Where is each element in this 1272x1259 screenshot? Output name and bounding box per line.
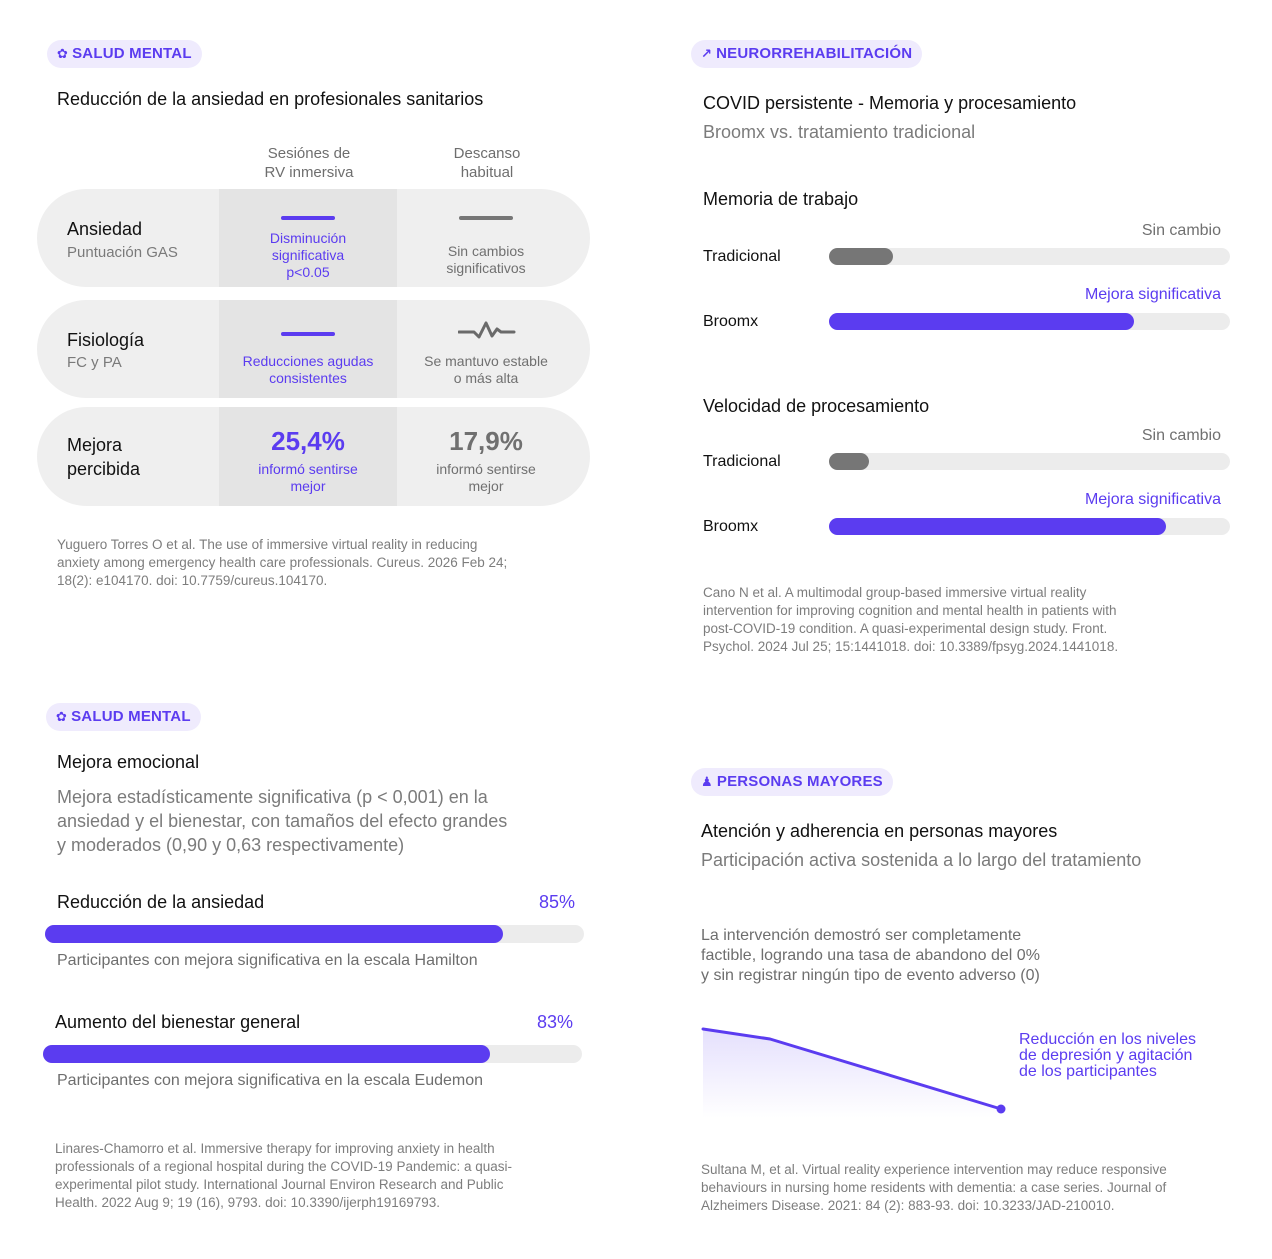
comparison-row-anxiety (37, 189, 590, 287)
vr-result: Disminución significativa p<0.05 (269, 230, 347, 280)
bar-label: Broomx (703, 313, 759, 330)
bar-track (829, 248, 1230, 265)
vr-result: informó sentirse mejor (258, 461, 358, 494)
bar-track (829, 313, 1230, 330)
rest-result: informó sentirse mejor (436, 461, 536, 494)
bar-fill (829, 313, 1134, 330)
category-tag: ✿ SALUD MENTAL (46, 703, 201, 731)
metric-label: Aumento del bienestar general (55, 1012, 301, 1032)
row-sublabel: FC y PA (67, 354, 122, 371)
bar-note: Sin cambio (1141, 427, 1221, 444)
rest-percentage: 17,9% (449, 426, 523, 456)
metric-bar-fill (45, 925, 503, 943)
panel-body: La intervención demostró ser completamente factible, logrando una tasa de abandono del 0% y sin registrar ningún tipo de evento adverso (0) (701, 927, 1040, 984)
metric-value: 83% (536, 1012, 573, 1032)
row-label: Mejora percibida (67, 435, 141, 479)
metric-bar-track (43, 1045, 582, 1063)
column-header-rest: Descanso habitual (453, 145, 521, 181)
trend-label: Reducción en los niveles de depresión y agitación de los participantes (1019, 1031, 1196, 1080)
metric-description: Participantes con mejora significativa en la escala Hamilton (57, 952, 478, 969)
bar-label: Tradicional (703, 453, 781, 470)
vr-result: Reducciones agudas consistentes (242, 353, 374, 386)
bar-track (829, 453, 1230, 470)
rest-result: Sin cambios significativos (446, 243, 526, 276)
decrease-dash-icon (281, 216, 335, 220)
bar-note: Sin cambio (1141, 222, 1221, 239)
no-change-dash-icon (459, 216, 513, 220)
panel-body: Mejora estadísticamente significativa (p < 0,001) en la ansiedad y el bienestar, con tamaños del efecto grandes y moderados (0,90 y 0,63 respectivamente) (57, 787, 508, 855)
panel-title: Atención y adherencia en personas mayores (701, 821, 1058, 841)
metric-description: Participantes con mejora significativa en la escala Eudemon (57, 1072, 484, 1089)
metric-bar-track (45, 925, 584, 943)
citation: Linares-Chamorro et al. Immersive therapy for improving anxiety in health professionals of a regional hospital during the COVID-19 Pandemic: a quasi- experimental pilot study. International Journal Environ Research and Public Health. 2022 Aug 9; 19 (16), 9793. doi: 10.3390/ijerph19169793. (55, 1141, 513, 1210)
row-label: Fisiología (67, 330, 145, 350)
metric-value: 85% (538, 892, 575, 912)
panel-subtitle: Broomx vs. tratamiento tradicional (703, 122, 976, 142)
row-sublabel: Puntuación GAS (67, 244, 178, 261)
bar-label: Broomx (703, 518, 759, 535)
people-icon: ♟ (701, 774, 713, 789)
bar-fill (829, 453, 869, 470)
column-header-vr: Sesiónes de RV inmersiva (264, 145, 354, 181)
bar-label: Tradicional (703, 248, 781, 265)
panel-title: COVID persistente - Memoria y procesamiento (703, 93, 1077, 113)
bar-fill (829, 518, 1166, 535)
panel-title: Mejora emocional (57, 752, 200, 772)
heartbeat-icon (458, 318, 516, 342)
brain-icon: ✿ (56, 709, 68, 724)
decline-trend-graphic (700, 1020, 1020, 1120)
metric-bar-fill (43, 1045, 490, 1063)
trend-icon: ↗ (701, 46, 713, 61)
category-tag: ✿ SALUD MENTAL (47, 40, 202, 68)
citation: Sultana M, et al. Virtual reality experience intervention may reduce responsive behaviours in nursing home residents with dementia: a case series. Journal of Alzheimers Disease. 2021: 84 (2): 883-93. doi: 10.3233/JAD-210010. (701, 1162, 1167, 1213)
brain-icon: ✿ (57, 46, 69, 61)
comparison-row-physiology (37, 300, 590, 398)
group-heading: Memoria de trabajo (703, 189, 859, 209)
category-tag: ↗ NEURORREHABILITACIÓN (691, 40, 922, 68)
citation: Yuguero Torres O et al. The use of immersive virtual reality in reducing anxiety among emergency health care professionals. Cureus. 2026 Feb 24; 18(2): e104170. doi: 10.7759/cureus.104170. (57, 537, 508, 588)
bar-fill (829, 248, 893, 265)
metric-label: Reducción de la ansiedad (57, 892, 265, 912)
rest-result: Se mantuvo estable o más alta (424, 353, 548, 386)
panel-title: Reducción de la ansiedad en profesionales sanitarios (57, 89, 484, 109)
group-heading: Velocidad de procesamiento (703, 396, 930, 416)
vr-percentage: 25,4% (271, 426, 345, 456)
bar-note: Mejora significativa (1084, 491, 1221, 508)
bar-note: Mejora significativa (1084, 286, 1221, 303)
panel-subtitle: Participación activa sostenida a lo largo del tratamiento (701, 850, 1142, 870)
row-label: Ansiedad (67, 219, 143, 239)
comparison-row-perceived (37, 407, 590, 506)
decrease-dash-icon (281, 332, 335, 336)
category-tag: ♟ PERSONAS MAYORES (691, 768, 893, 796)
bar-track (829, 518, 1230, 535)
citation: Cano N et al. A multimodal group-based immersive virtual reality intervention for improving cognition and mental health in patients with post-COVID-19 condition. A quasi-experimental design study. Front. Psychol. 2024 Jul 25; 15:1441018. doi: 10.3389/fpsyg.2024.1441018. (703, 585, 1119, 654)
